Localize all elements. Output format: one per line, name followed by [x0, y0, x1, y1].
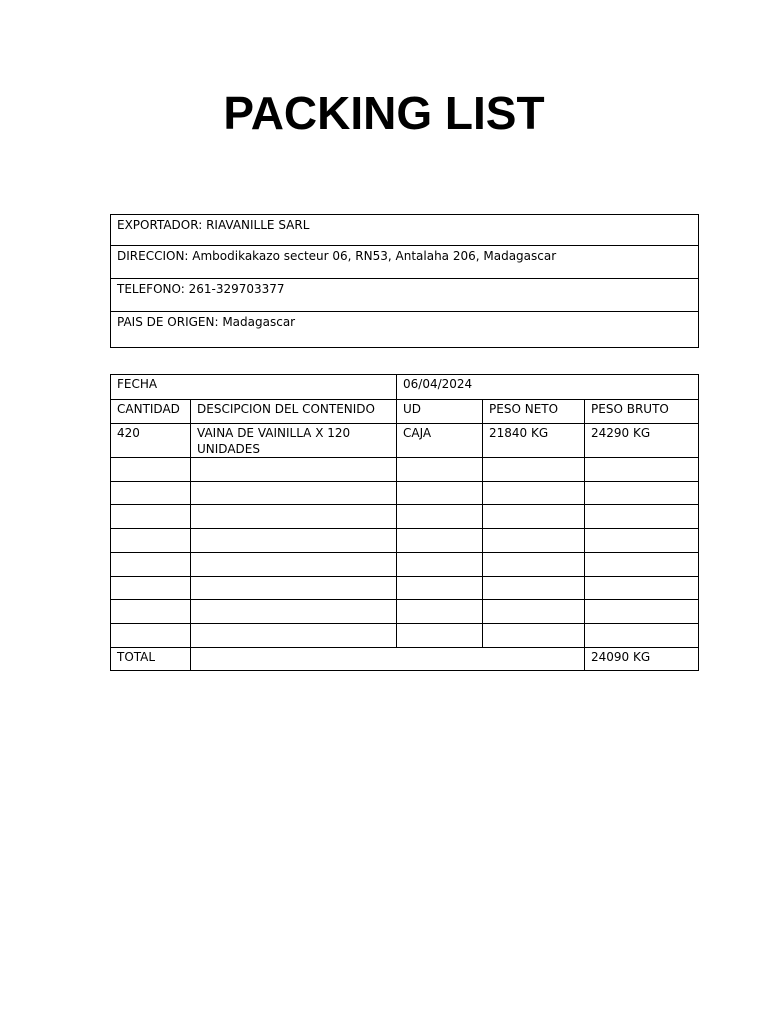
table-cell	[483, 600, 585, 624]
header-cell: DESCIPCION DEL CONTENIDO	[191, 400, 397, 424]
packing-items-table	[110, 374, 699, 671]
table-row	[111, 624, 699, 648]
table-cell	[191, 577, 397, 600]
total-row	[111, 648, 699, 671]
table-cell	[397, 529, 483, 553]
table-cell	[111, 600, 191, 624]
table-cell	[191, 482, 397, 505]
table-cell: 420	[111, 424, 191, 458]
table-cell	[111, 505, 191, 529]
table-cell	[585, 624, 699, 648]
table-cell	[483, 553, 585, 577]
table-cell	[585, 600, 699, 624]
table-cell	[483, 577, 585, 600]
table-row	[111, 553, 699, 577]
header-cell: UD	[397, 400, 483, 424]
table-cell	[111, 458, 191, 482]
total-label-cell: TOTAL	[111, 648, 191, 671]
table-cell	[191, 529, 397, 553]
table-cell	[397, 577, 483, 600]
table-cell	[111, 553, 191, 577]
table-cell	[397, 600, 483, 624]
table-row	[111, 600, 699, 624]
table-cell	[397, 553, 483, 577]
table-cell	[111, 577, 191, 600]
exporter-row	[111, 215, 699, 246]
address-cell: DIRECCION: Ambodikakazo secteur 06, RN53, Antalaha 206, Madagascar	[111, 246, 699, 279]
table-cell	[111, 529, 191, 553]
table-cell	[483, 482, 585, 505]
table-row	[111, 529, 699, 553]
table-row	[111, 424, 699, 458]
table-row	[111, 458, 699, 482]
table-cell	[585, 505, 699, 529]
table-row	[111, 577, 699, 600]
table-cell	[111, 624, 191, 648]
table-cell	[191, 624, 397, 648]
table-cell	[585, 577, 699, 600]
table-row	[111, 505, 699, 529]
date-value-cell: 06/04/2024	[397, 375, 699, 400]
table-cell	[191, 600, 397, 624]
header-cell: PESO BRUTO	[585, 400, 699, 424]
table-cell	[585, 482, 699, 505]
table-cell	[397, 458, 483, 482]
phone-row	[111, 279, 699, 312]
table-cell	[397, 482, 483, 505]
table-row	[111, 482, 699, 505]
header-cell: CANTIDAD	[111, 400, 191, 424]
origin-country-cell: PAIS DE ORIGEN: Madagascar	[111, 312, 699, 348]
address-row	[111, 246, 699, 279]
table-cell: VAINA DE VAINILLA X 120 UNIDADES	[191, 424, 397, 458]
table-cell	[585, 529, 699, 553]
phone-cell: TELEFONO: 261-329703377	[111, 279, 699, 312]
total-middle-cell	[191, 648, 585, 671]
table-cell	[483, 505, 585, 529]
table-cell	[483, 624, 585, 648]
exporter-info-table	[110, 214, 699, 348]
date-row	[111, 375, 699, 400]
total-value-cell: 24090 KG	[585, 648, 699, 671]
table-cell	[191, 505, 397, 529]
table-cell	[397, 624, 483, 648]
table-cell	[191, 553, 397, 577]
table-cell	[483, 529, 585, 553]
table-header-row	[111, 400, 699, 424]
page-title: PACKING LIST	[223, 87, 545, 139]
table-cell	[191, 458, 397, 482]
table-cell	[585, 458, 699, 482]
table-cell	[585, 553, 699, 577]
table-cell: 21840 KG	[483, 424, 585, 458]
table-cell	[397, 505, 483, 529]
table-cell	[111, 482, 191, 505]
origin-country-row	[111, 312, 699, 348]
exporter-cell: EXPORTADOR: RIAVANILLE SARL	[111, 215, 699, 246]
header-cell: PESO NETO	[483, 400, 585, 424]
table-cell	[483, 458, 585, 482]
table-cell: 24290 KG	[585, 424, 699, 458]
table-cell: CAJA	[397, 424, 483, 458]
date-label-cell: FECHA	[111, 375, 397, 400]
